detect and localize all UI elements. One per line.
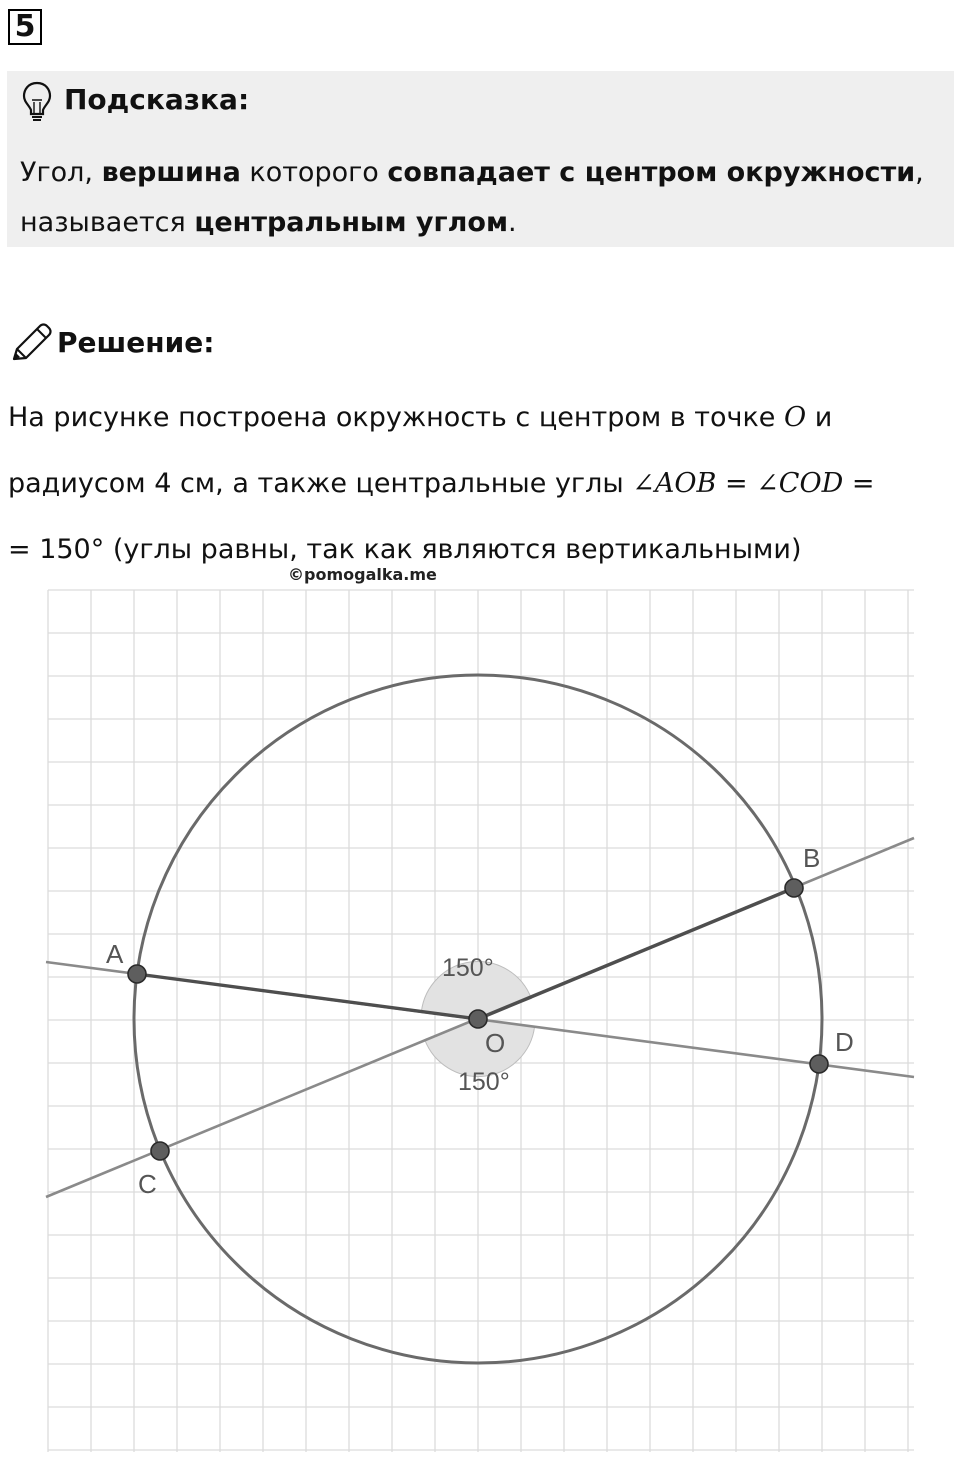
label-o: O [485, 1028, 506, 1058]
hint-title: Подсказка: [64, 83, 250, 116]
solution-line-1-suffix: и [806, 402, 833, 433]
angle-aob: ∠AOB [632, 468, 717, 499]
point-o-var: O [784, 402, 807, 433]
hint-text-part: Угол, [20, 157, 102, 188]
hint-text-part: вершина [101, 157, 241, 188]
point-o [469, 1010, 487, 1028]
label-c: C [138, 1169, 157, 1199]
solution-line-3: = 150° (углы равны, так как являются вертикальными) [8, 534, 802, 565]
point-d [810, 1055, 828, 1073]
angle-label-top: 150° [442, 954, 494, 982]
solution-title: Решение: [57, 326, 215, 359]
equals-sign: = [716, 468, 757, 499]
point-a [128, 965, 146, 983]
angle-cod: ∠COD [756, 468, 844, 499]
solution-line-1-text: На рисунке построена окружность с центром в точке [8, 402, 784, 433]
point-c [151, 1142, 169, 1160]
hint-text-part: совпадает с центром окружности [387, 157, 916, 188]
hint-text-part: , [915, 157, 924, 188]
hint-text-part: называется [20, 207, 195, 238]
label-d: D [835, 1027, 854, 1057]
hint-text-part: которого [240, 157, 388, 188]
solution-line-2-suffix: = [843, 468, 875, 499]
label-a: A [106, 939, 124, 969]
hint-text-part: центральным углом [194, 207, 509, 238]
segment-ob [478, 888, 794, 1019]
angle-label-bottom: 150° [458, 1068, 510, 1096]
solution-line-2-text: радиусом 4 см, а также центральные углы [8, 468, 633, 499]
watermark: ©pomogalka.me [288, 565, 437, 584]
point-b [785, 879, 803, 897]
hint-text-part: . [508, 207, 517, 238]
task-number-box: 5 [8, 9, 42, 45]
label-b: B [803, 843, 821, 873]
